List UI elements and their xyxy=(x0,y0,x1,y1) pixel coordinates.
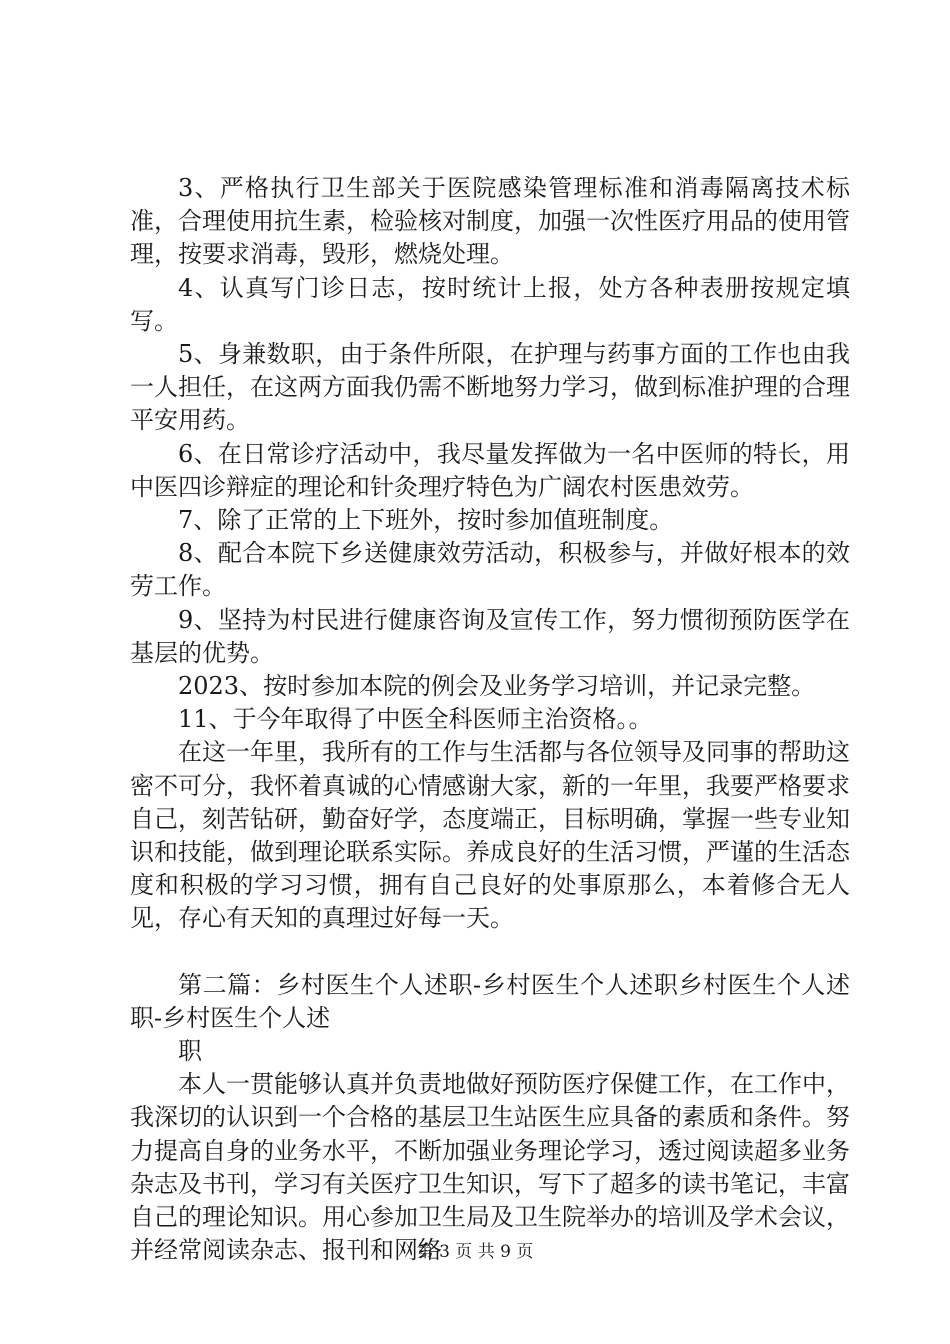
section-heading: 第二篇：乡村医生个人述职-乡村医生个人述职乡村医生个人述职-乡村医生个人述 xyxy=(130,970,850,1032)
paragraph-item-10: 2023、按时参加本院的例会及业务学习培训，并记录完整。 xyxy=(178,672,816,701)
paragraph-item-6: 6、在日常诊疗活动中，我尽量发挥做为一名中医师的特长，用中医四诊辩症的理论和针灸理疗特色为广阔农村医患效劳。 xyxy=(130,439,850,501)
document-body xyxy=(130,172,850,1268)
section-heading-tail: 职 xyxy=(178,1037,202,1066)
paragraph-item-11: 11、于今年取得了中医全科医师主治资格。。 xyxy=(178,705,653,734)
paragraph-item-8: 8、配合本院下乡送健康效劳活动，积极参与，并做好根本的效劳工作。 xyxy=(130,539,850,601)
closing-paragraph: 在这一年里，我所有的工作与生活都与各位领导及同事的帮助这密不可分，我怀着真诚的心情感谢大家，新的一年里，我要严格要求自己，刻苦钻研，勤奋好学，态度端正，目标明确，掌握一些专业知识和技能，做到理论联系实际。养成良好的生活习惯，严谨的生活态度和积极的学习习惯，拥有自己良好的处事原那么，本着修合无人见，存心有天知的真理过好每一天。 xyxy=(130,738,850,933)
section-heading-block xyxy=(130,969,850,1069)
paragraph-item-9: 9、坚持为村民进行健康咨询及宣传工作，努力惯彻预防医学在基层的优势。 xyxy=(130,605,850,667)
page-number-footer: 第 3 页 共 9 页 xyxy=(416,1242,534,1262)
paragraph-item-3: 3、严格执行卫生部关于医院感染管理标准和消毒隔离技术标准，合理使用抗生素，检验核对制度，加强一次性医疗用品的使用管理，按要求消毒，毁形，燃烧处理。 xyxy=(130,174,850,269)
paragraph-item-5: 5、身兼数职，由于条件所限，在护理与药事方面的工作也由我一人担任，在这两方面我仍需不断地努力学习，做到标准护理的合理平安用药。 xyxy=(130,340,850,435)
section-body-paragraph: 本人一贯能够认真并负责地做好预防医疗保健工作，在工作中，我深切的认识到一个合格的基层卫生站医生应具备的素质和条件。努力提高自身的业务水平，不断加强业务理论学习，透过阅读超多业务杂志及书刊，学习有关医疗卫生知识，写下了超多的读书笔记，丰富自己的理论知识。用心参加卫生局及卫生院举办的培训及学术会议，并经常阅读杂志、报刊和网络 xyxy=(130,1070,850,1265)
paragraph-item-7: 7、除了正常的上下班外，按时参加值班制度。 xyxy=(178,506,674,535)
paragraph-item-4: 4、认真写门诊日志，按时统计上报，处方各种表册按规定填写。 xyxy=(130,273,850,335)
